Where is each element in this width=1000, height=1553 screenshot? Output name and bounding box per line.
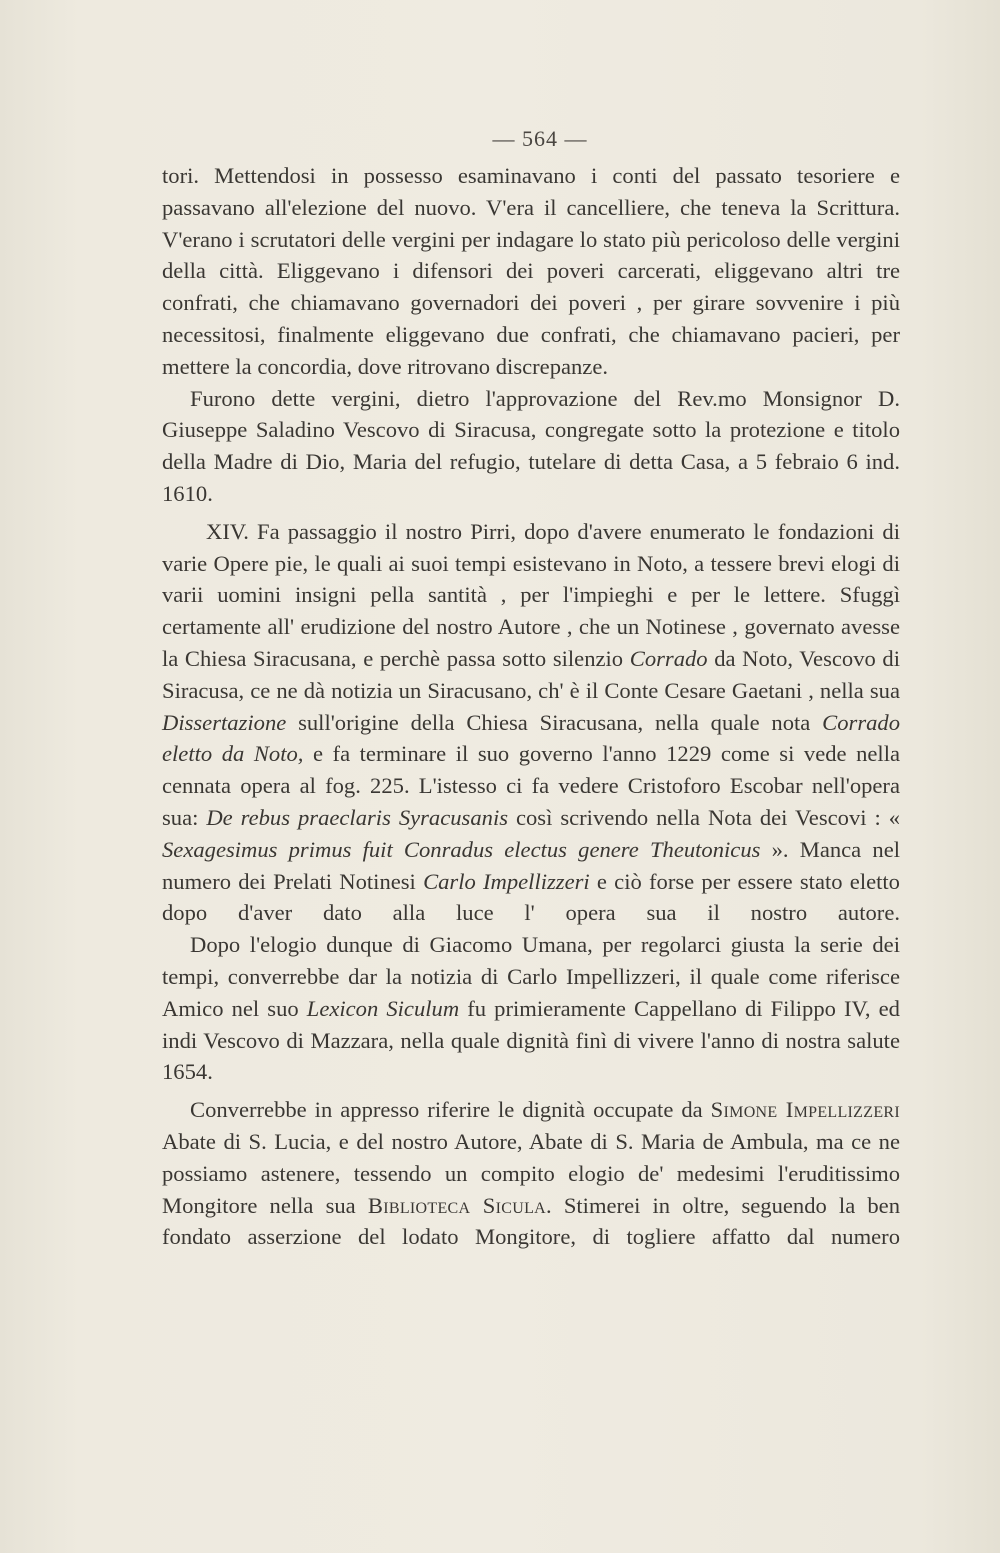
italic-title: Lexicon Siculum	[306, 995, 460, 1021]
paragraph-3-section-xiv: XIV. Fa passaggio il nostro Pirri, dopo d'avere enumerato le fondazioni di varie Opere pie, le quali ai suoi tempi esistevano in Noto, a tessere brevi elogi di varii uomini insigni pella santità , per l'impieghi e per le lettere. Sfuggì certamente all' erudizione del nostro Autore , che un Notinese , governato avesse la Chiesa Siracusana, e perchè passa sotto silenzio Corrado da Noto, Vescovo di Siracusa, ce ne dà notizia un Siracusano, ch' è il Conte Cesare Gaetani , nella sua Dissertazione sull'origine della Chiesa Siracusana, nella quale nota Corrado eletto da Noto, e fa terminare il suo governo l'anno 1229 come si vede nella cennata opera al fog. 225. L'istesso ci fa vedere Cristoforo Escobar nell'opera sua: De rebus praeclaris Syracusanis così scrivendo nella Nota dei Vescovi : « Sexagesimus primus fuit Conradus electus genere Theutonicus ». Manca nel numero dei Prelati Notinesi Carlo Impellizzeri e ciò forse per essere stato eletto dopo d'aver dato alla luce l' opera sua il nostro autore.	[162, 518, 901, 926]
page-number: — 564 —	[492, 126, 588, 151]
paragraph-2: Furono dette vergini, dietro l'approvazione del Rev.mo Monsignor D. Giuseppe Saladino Vescovo di Siracusa, congregate sotto la protezione e titolo della Madre di Dio, Maria del refugio, tutelare di detta Casa, a 5 febraio 6 ind. 1610.	[162, 385, 900, 506]
small-caps-title: Biblioteca Sicula	[367, 1192, 547, 1218]
body-text	[162, 160, 900, 1253]
italic-quote: Sexagesimus primus fuit Conradus electus genere Theutonicus	[162, 836, 761, 862]
paragraph-1: tori. Mettendosi in possesso esaminavano i conti del passato tesoriere e passavano all'elezione del nuovo. V'era il cancelliere, che teneva la Scrittura. V'erano i scrutatori delle vergini per indagare lo stato più pericoloso delle vergini della città. Eliggevano i difensori dei poveri carcerati, eliggevano altri tre confrati, che chiamavano governadori dei poveri , per girare sovvenire i più necessitosi, finalmente eliggevano due confrati, che chiamavano pacieri, per mettere la concordia, dove ritrovano discrepanze.	[162, 163, 900, 379]
italic-name: Corrado	[629, 645, 708, 671]
paragraph-4: Dopo l'elogio dunque di Giacomo Umana, per regolarci giusta la serie dei tempi, converrebbe dar la notizia di Carlo Impellizzeri, il quale come riferisce Amico nel suo Lexicon Siculum fu primieramente Cappellano di Filippo IV, ed indi Vescovo di Mazzara, nella quale dignità finì di vivere l'anno di nostra salute 1654.	[162, 932, 900, 1085]
italic-name: Corrado eletto da Noto,	[162, 709, 900, 767]
small-caps-name: Simone Impellizzeri	[710, 1097, 900, 1123]
italic-title: Dissertazione	[162, 709, 287, 735]
italic-title: De rebus praeclaris Syracusanis	[206, 804, 509, 830]
paragraph-5: Converrebbe in appresso riferire le dignità occupate da Simone Impellizzeri Abate di S. Lucia, e del nostro Autore, Abate di S. Maria de Ambula, ma ce ne possiamo astenere, tessendo un compito elogio de' medesimi l'eruditissimo Mongitore nella sua Biblioteca Sicula. Stimerei in oltre, seguendo la ben fondato asserzione del lodato Mongitore, di togliere affatto dal numero	[162, 1097, 900, 1250]
italic-name: Carlo Impellizzeri	[423, 868, 590, 894]
